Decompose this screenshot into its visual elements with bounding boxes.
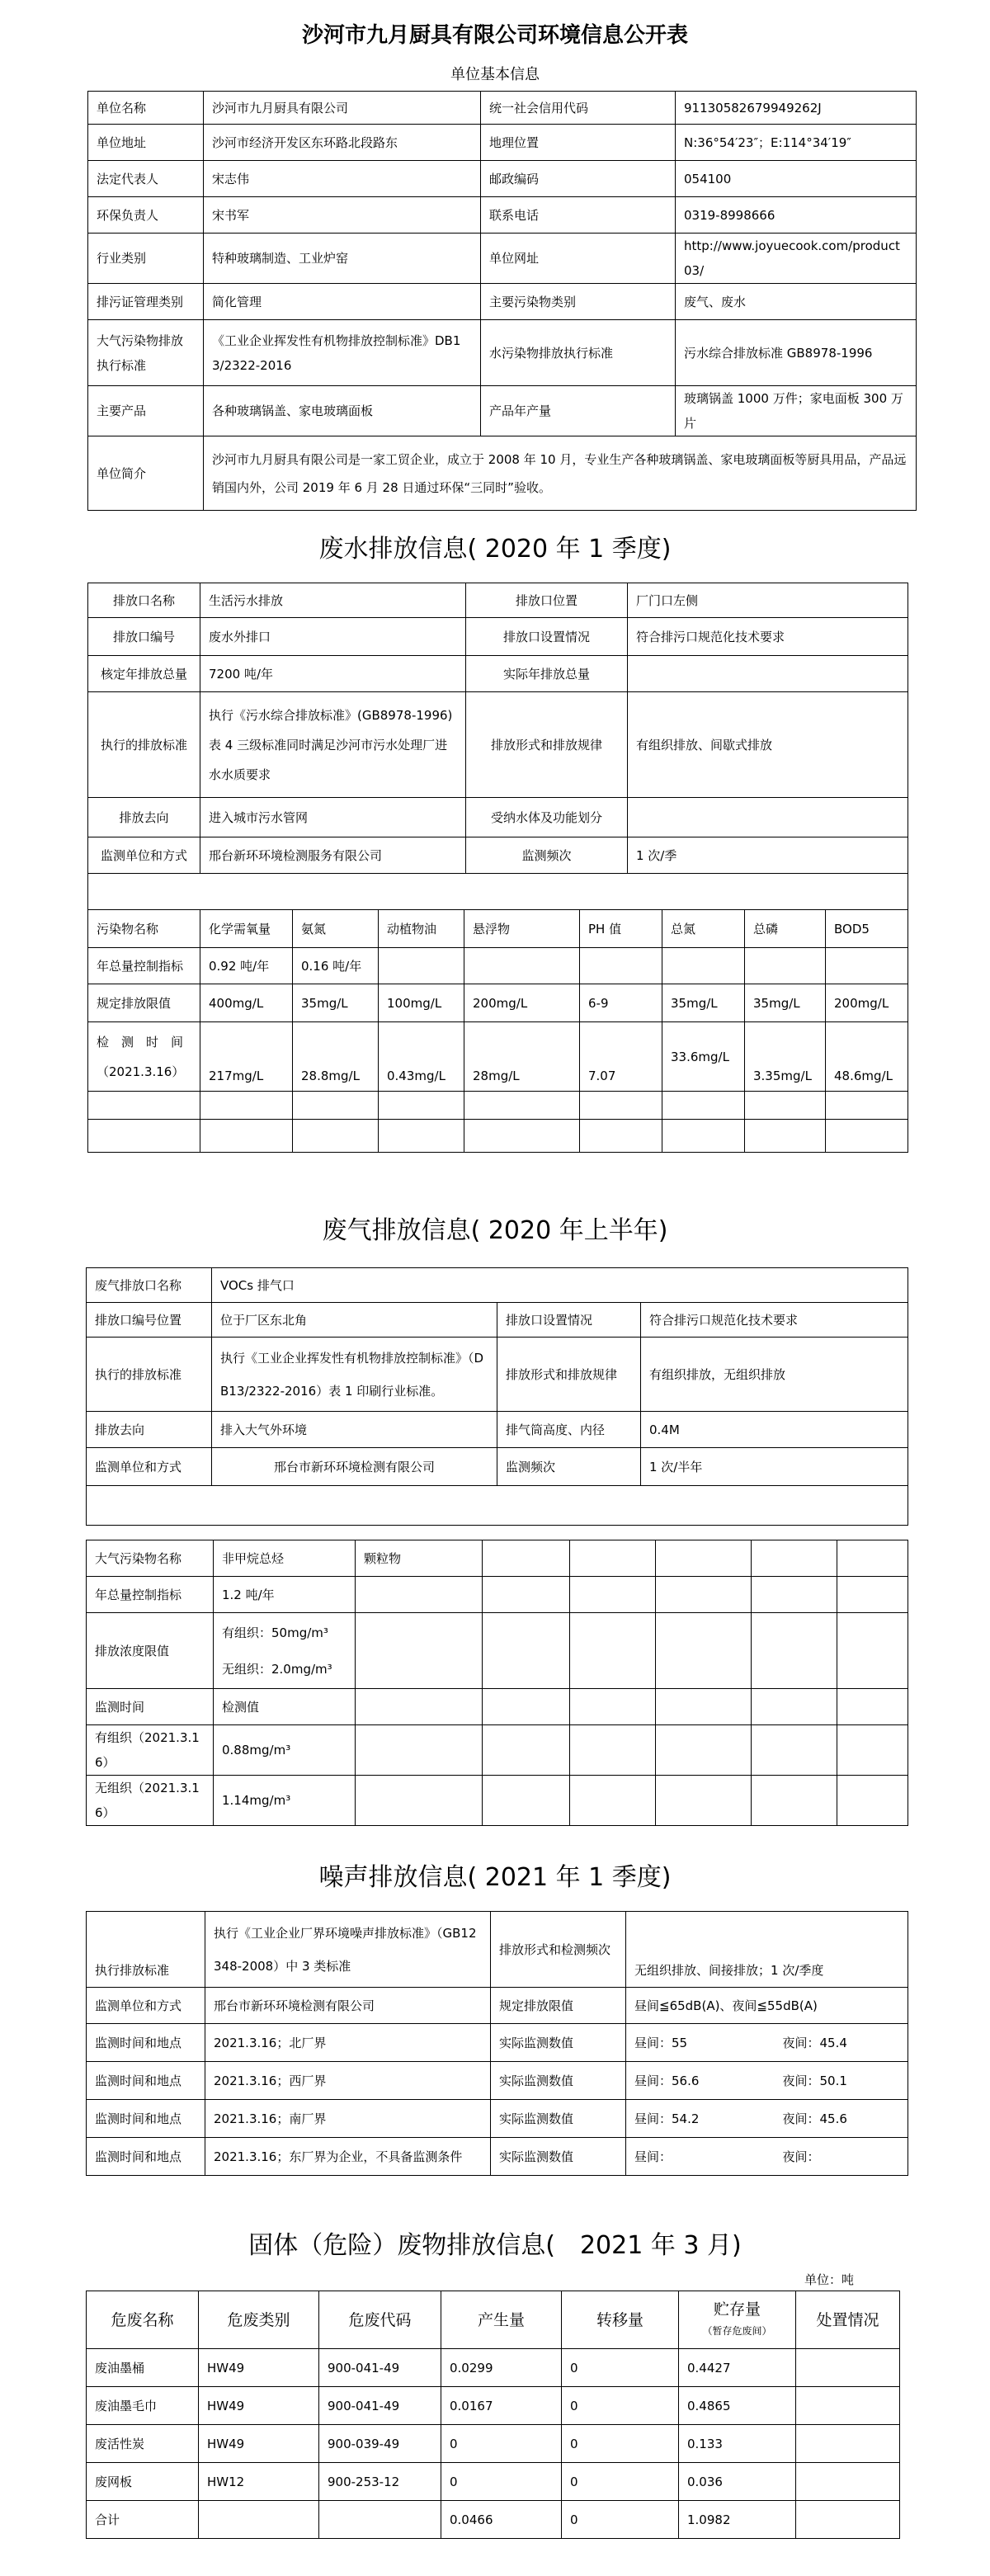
table-row <box>87 1540 908 1577</box>
table-cell: 合计 <box>87 2501 199 2539</box>
value-cell: 0319-8998666 <box>676 197 917 234</box>
limit-organized: 有组织：50mg/m³ <box>222 1625 328 1640</box>
table-row <box>87 2349 900 2387</box>
value-cell <box>464 948 580 984</box>
table-cell: 0 <box>562 2349 679 2387</box>
value-cell: 28mg/L <box>464 1022 580 1092</box>
pollutant-header: 污染物名称 <box>88 910 200 948</box>
column-header: 危废代码 <box>319 2291 441 2349</box>
table-cell <box>199 2501 319 2539</box>
value-cell: 35mg/L <box>662 984 745 1022</box>
table-row <box>88 161 917 197</box>
value-cell: 排入大气外环境 <box>212 1412 497 1448</box>
label-cell: 规定排放限值 <box>491 1988 626 2024</box>
label-cell: 地理位置 <box>481 125 676 161</box>
label-cell: 环保负责人 <box>88 197 204 234</box>
table-cell <box>796 2501 900 2539</box>
table-row <box>87 1338 908 1412</box>
label-cell: 监测时间和地点 <box>87 2062 205 2100</box>
table-row <box>87 2387 900 2425</box>
value-cell: 位于厂区东北角 <box>212 1303 497 1338</box>
table-cell: 0.4427 <box>679 2349 796 2387</box>
table-row <box>88 656 908 692</box>
label-cell: 监测时间和地点 <box>87 2024 205 2062</box>
value-cell: 污水综合排放标准 GB8978-1996 <box>676 320 917 386</box>
label-cell: 排污证管理类别 <box>88 284 204 320</box>
value-cell: 有组织排放、间歇式排放 <box>628 692 908 798</box>
solid-waste-body <box>87 2291 900 2539</box>
table-row <box>87 1776 908 1826</box>
table-cell <box>319 2501 441 2539</box>
value-cell: 2021.3.16；西厂界 <box>205 2062 491 2100</box>
table-row <box>87 2100 908 2138</box>
label-cell: 监测时间和地点 <box>87 2100 205 2138</box>
basic-info-body <box>88 92 917 511</box>
value-cell: 邢台新环环境检测服务有限公司 <box>200 837 466 874</box>
pollutant-header: 氨氮 <box>293 910 379 948</box>
table-row <box>88 837 908 874</box>
pollutant-cell: 颗粒物 <box>356 1540 483 1577</box>
table-cell: 0.0466 <box>441 2501 562 2539</box>
pollutant-header: PH 值 <box>580 910 662 948</box>
noise-table <box>86 1911 908 2176</box>
value-cell: 1.14mg/m³ <box>214 1776 356 1826</box>
value-cell: 废气、废水 <box>676 284 917 320</box>
table-cell: 0.4865 <box>679 2387 796 2425</box>
empty-cell <box>88 874 908 910</box>
pollutant-header: 悬浮物 <box>464 910 580 948</box>
table-row <box>88 984 908 1022</box>
value-cell <box>826 948 908 984</box>
value-cell: 宋书军 <box>204 197 481 234</box>
label-cell: 联系电话 <box>481 197 676 234</box>
label-cell: 行业类别 <box>88 234 204 284</box>
day-value: 昼间：54.2 <box>626 2100 775 2138</box>
label-cell: 排放口设置情况 <box>497 1303 641 1338</box>
table-row <box>87 1725 908 1776</box>
table-cell: 0 <box>562 2501 679 2539</box>
value-cell: 有组织排放，无组织排放 <box>641 1338 908 1412</box>
value-cell: 各种玻璃锅盖、家电玻璃面板 <box>204 386 481 436</box>
table-cell: 废油墨桶 <box>87 2349 199 2387</box>
value-cell: 054100 <box>676 161 917 197</box>
table-row <box>87 1448 908 1486</box>
table-cell: 0 <box>562 2387 679 2425</box>
value-cell: 执行《工业企业挥发性有机物排放控制标准》（DB13/2322-2016）表 1 印刷行业标准。 <box>212 1338 497 1412</box>
label-cell: 排放口位置 <box>466 583 628 618</box>
table-row <box>87 1912 908 1988</box>
value-cell: 48.6mg/L <box>826 1022 908 1092</box>
table-row <box>88 583 908 618</box>
value-cell: 废水外排口 <box>200 618 466 656</box>
value-cell: 邢台市新环环境检测有限公司 <box>212 1448 497 1486</box>
monitor-label: 检 测 时 间 <box>97 1034 184 1050</box>
value-cell: 2021.3.16；南厂界 <box>205 2100 491 2138</box>
table-row <box>87 1268 908 1303</box>
value-cell <box>628 798 908 837</box>
value-cell: 6-9 <box>580 984 662 1022</box>
empty-cell <box>87 1486 908 1526</box>
label-cell: 单位名称 <box>88 92 204 125</box>
gas-pollutant-table <box>86 1540 908 1826</box>
label-cell: 单位简介 <box>88 436 204 511</box>
label-cell: 年总量控制指标 <box>88 948 200 984</box>
table-cell: 0.036 <box>679 2463 796 2501</box>
label-cell: 水污染物排放执行标准 <box>481 320 676 386</box>
table-cell: 废网板 <box>87 2463 199 2501</box>
table-row <box>88 197 917 234</box>
table-header-row <box>87 2291 900 2349</box>
value-cell: 沙河市经济开发区东环路北段路东 <box>204 125 481 161</box>
label-cell: 排放口设置情况 <box>466 618 628 656</box>
water-pollutant-body <box>88 910 908 1153</box>
table-cell <box>796 2349 900 2387</box>
label-cell: 法定代表人 <box>88 161 204 197</box>
intro-cell: 沙河市九月厨具有限公司是一家工贸企业，成立于 2008 年 10 月，专业生产各种玻璃锅盖、家电玻璃面板等厨具用品，产品远销国内外，公司 2019 年 6 月 28 日通过环保“三同时”验收。 <box>204 436 917 511</box>
table-row <box>87 2062 908 2100</box>
solid-waste-table <box>86 2291 900 2539</box>
table-cell: 废活性炭 <box>87 2425 199 2463</box>
value-cell: 100mg/L <box>379 984 464 1022</box>
column-header: 产生量 <box>441 2291 562 2349</box>
table-row <box>88 234 917 284</box>
gas-pollutant-body <box>87 1540 908 1826</box>
value-cell: 1 次/季 <box>628 837 908 874</box>
table-cell: 0 <box>562 2463 679 2501</box>
table-cell: 900-253-12 <box>319 2463 441 2501</box>
table-cell: 0 <box>441 2463 562 2501</box>
table-cell <box>796 2387 900 2425</box>
water-pollutant-table <box>87 909 908 1153</box>
label-cell: 排放口名称 <box>88 583 200 618</box>
value-cell: 0.43mg/L <box>379 1022 464 1092</box>
night-value: 夜间： <box>775 2138 908 2176</box>
table-row <box>88 692 908 798</box>
water-info-body <box>88 583 908 910</box>
value-cell: 7.07 <box>580 1022 662 1092</box>
table-cell <box>796 2463 900 2501</box>
storage-note: （暂存危废间） <box>702 2324 772 2337</box>
table-cell: 0 <box>441 2425 562 2463</box>
label-cell: 实际年排放总量 <box>466 656 628 692</box>
table-row <box>88 92 917 125</box>
table-row <box>87 2425 900 2463</box>
value-cell: 1.2 吨/年 <box>214 1577 356 1613</box>
label-cell: 废气排放口名称 <box>87 1268 212 1303</box>
label-cell: 排放形式和排放规律 <box>466 692 628 798</box>
table-row <box>87 2501 900 2539</box>
label-cell: 核定年排放总量 <box>88 656 200 692</box>
label-cell: 监测单位和方式 <box>87 1988 205 2024</box>
label-cell: 监测单位和方式 <box>88 837 200 874</box>
solid-title: 固体（危险）废物排放信息( 2021 年 3 月) <box>248 2231 742 2260</box>
value-cell: 检测值 <box>214 1689 356 1725</box>
monitor-date: （2021.3.16） <box>97 1064 185 1079</box>
label-cell: 监测时间 <box>87 1689 214 1725</box>
table-row <box>88 125 917 161</box>
table-cell: HW49 <box>199 2387 319 2425</box>
value-cell <box>662 948 745 984</box>
value-cell <box>628 656 908 692</box>
value-cell: 3.35mg/L <box>745 1022 826 1092</box>
value-cell: N:36°54′23″；E:114°34′19″ <box>676 125 917 161</box>
solid-unit: 单位：吨 <box>804 2272 854 2287</box>
label-cell: 监测频次 <box>466 837 628 874</box>
label-cell: 排放去向 <box>87 1412 212 1448</box>
column-header: 处置情况 <box>796 2291 900 2349</box>
value-cell: 2021.3.16；北厂界 <box>205 2024 491 2062</box>
label-cell: 大气污染物排放执行标准 <box>88 320 204 386</box>
value-cell: 沙河市九月厨具有限公司 <box>204 92 481 125</box>
value-cell: VOCs 排气口 <box>212 1268 908 1303</box>
value-cell: 厂门口左侧 <box>628 583 908 618</box>
value-cell: 符合排污口规范化技术要求 <box>628 618 908 656</box>
value-cell: 《工业企业挥发性有机物排放控制标准》DB13/2322-2016 <box>204 320 481 386</box>
noise-title: 噪声排放信息( 2021 年 1 季度) <box>318 1863 672 1892</box>
table-cell: HW49 <box>199 2349 319 2387</box>
table-row <box>88 798 908 837</box>
label-cell: 排放口编号位置 <box>87 1303 212 1338</box>
table-row <box>87 1988 908 2024</box>
column-header: 危废名称 <box>87 2291 199 2349</box>
table-row <box>87 2138 908 2176</box>
value-cell: 33.6mg/L <box>662 1022 745 1092</box>
label-cell: 监测时间和地点 <box>87 2138 205 2176</box>
label-cell: 规定排放限值 <box>88 984 200 1022</box>
value-cell: 特种玻璃制造、工业炉窑 <box>204 234 481 284</box>
value-cell: 91130582679949262J <box>676 92 917 125</box>
table-row <box>87 1486 908 1526</box>
value-cell: 28.8mg/L <box>293 1022 379 1092</box>
label-cell: 实际监测数值 <box>491 2138 626 2176</box>
noise-body <box>87 1912 908 2176</box>
value-cell: 0.4M <box>641 1412 908 1448</box>
label-cell: 执行排放标准 <box>87 1912 205 1988</box>
table-row <box>87 1303 908 1338</box>
label-cell: 单位地址 <box>88 125 204 161</box>
label-cell: 排放口编号 <box>88 618 200 656</box>
label-cell: 无组织（2021.3.16） <box>87 1776 214 1826</box>
label-cell: 主要污染物类别 <box>481 284 676 320</box>
table-row <box>88 910 908 948</box>
gas-info-table <box>86 1267 908 1526</box>
value-cell: 400mg/L <box>200 984 293 1022</box>
label-cell: 实际监测数值 <box>491 2062 626 2100</box>
value-cell: 35mg/L <box>745 984 826 1022</box>
value-cell: 200mg/L <box>826 984 908 1022</box>
label-cell: 主要产品 <box>88 386 204 436</box>
value-cell: 玻璃锅盖 1000 万件；家电面板 300 万片 <box>676 386 917 436</box>
table-cell: HW12 <box>199 2463 319 2501</box>
value-cell: 宋志伟 <box>204 161 481 197</box>
table-row <box>88 1120 908 1153</box>
table-cell: 0.0167 <box>441 2387 562 2425</box>
pollutant-header: BOD5 <box>826 910 908 948</box>
value-cell: 1 次/半年 <box>641 1448 908 1486</box>
day-value: 昼间：55 <box>626 2024 775 2062</box>
table-row <box>88 1092 908 1120</box>
table-cell: 0 <box>562 2425 679 2463</box>
label-cell: 监测频次 <box>497 1448 641 1486</box>
gas-title: 废气排放信息( 2020 年上半年) <box>322 1216 668 1245</box>
table-cell <box>796 2425 900 2463</box>
table-cell: 900-039-49 <box>319 2425 441 2463</box>
value-cell: 生活污水排放 <box>200 583 466 618</box>
table-row <box>88 320 917 386</box>
label-cell: 单位网址 <box>481 234 676 284</box>
label-cell: 有组织（2021.3.16） <box>87 1725 214 1776</box>
value-cell: 执行《工业企业厂界环境噪声排放标准》（GB12348-2008）中 3 类标准 <box>205 1912 491 1988</box>
pollutant-header: 总氮 <box>662 910 745 948</box>
water-title: 废水排放信息( 2020 年 1 季度) <box>318 535 672 564</box>
value-cell: 7200 吨/年 <box>200 656 466 692</box>
page-title: 沙河市九月厨具有限公司环境信息公开表 <box>301 23 688 48</box>
table-cell: 0.133 <box>679 2425 796 2463</box>
value-cell: 0.88mg/m³ <box>214 1725 356 1776</box>
label-cell: 实际监测数值 <box>491 2100 626 2138</box>
table-cell: 900-041-49 <box>319 2349 441 2387</box>
column-header: 转移量 <box>562 2291 679 2349</box>
label-cell: 执行的排放标准 <box>87 1338 212 1412</box>
day-value: 昼间： <box>626 2138 775 2176</box>
table-row <box>87 2024 908 2062</box>
value-cell: 进入城市污水管网 <box>200 798 466 837</box>
night-value: 夜间：50.1 <box>775 2062 908 2100</box>
table-row <box>87 1689 908 1725</box>
label-cell: 统一社会信用代码 <box>481 92 676 125</box>
value-cell <box>745 948 826 984</box>
table-row <box>88 618 908 656</box>
day-value: 昼间：56.6 <box>626 2062 775 2100</box>
value-cell: 简化管理 <box>204 284 481 320</box>
storage-header-cell <box>679 2291 796 2349</box>
label-cell: 大气污染物名称 <box>87 1540 214 1577</box>
table-row <box>87 1577 908 1613</box>
pollutant-header: 总磷 <box>745 910 826 948</box>
basic-subtitle: 单位基本信息 <box>450 66 540 83</box>
column-header: 贮存量 <box>713 2300 761 2319</box>
pollutant-header: 动植物油 <box>379 910 464 948</box>
label-cell: 排气筒高度、内径 <box>497 1412 641 1448</box>
value-cell: 昼间≦65dB(A)、夜间≦55dB(A) <box>626 1988 908 2024</box>
value-cell: 执行《污水综合排放标准》(GB8978-1996)表 4 三级标准同时满足沙河市污水处理厂进水水质要求 <box>200 692 466 798</box>
value-cell <box>580 948 662 984</box>
table-row <box>88 436 917 511</box>
label-cell: 监测单位和方式 <box>87 1448 212 1486</box>
night-value: 夜间：45.4 <box>775 2024 908 2062</box>
table-row <box>87 1412 908 1448</box>
label-cell: 排放形式和排放规律 <box>497 1338 641 1412</box>
table-cell: 0.0299 <box>441 2349 562 2387</box>
label-cell: 邮政编码 <box>481 161 676 197</box>
table-row <box>88 1022 908 1092</box>
pollutant-cell: 非甲烷总烃 <box>214 1540 356 1577</box>
table-cell: 1.0982 <box>679 2501 796 2539</box>
table-row <box>87 2463 900 2501</box>
column-header: 危废类别 <box>199 2291 319 2349</box>
table-row <box>87 1613 908 1689</box>
value-cell: 35mg/L <box>293 984 379 1022</box>
label-cell: 执行的排放标准 <box>88 692 200 798</box>
night-value: 夜间：45.6 <box>775 2100 908 2138</box>
table-row <box>88 386 917 436</box>
table-row <box>88 874 908 910</box>
value-cell: 217mg/L <box>200 1022 293 1092</box>
label-cell: 实际监测数值 <box>491 2024 626 2062</box>
pollutant-header: 化学需氧量 <box>200 910 293 948</box>
website-cell: http://www.joyuecook.com/product03/ <box>676 234 917 284</box>
limit-cell <box>214 1613 356 1689</box>
water-info-table <box>87 583 908 910</box>
gas-info-body <box>87 1268 908 1526</box>
table-cell: 900-041-49 <box>319 2387 441 2425</box>
basic-info-table <box>87 91 917 511</box>
table-row <box>88 948 908 984</box>
table-cell: HW49 <box>199 2425 319 2463</box>
table-row <box>88 284 917 320</box>
value-cell: 无组织排放、间接排放；1 次/季度 <box>626 1912 908 1988</box>
label-cell: 受纳水体及功能划分 <box>466 798 628 837</box>
value-cell: 0.16 吨/年 <box>293 948 379 984</box>
label-cell: 排放形式和检测频次 <box>491 1912 626 1988</box>
monitor-label-cell <box>88 1022 200 1092</box>
label-cell: 排放浓度限值 <box>87 1613 214 1689</box>
value-cell: 200mg/L <box>464 984 580 1022</box>
label-cell: 产品年产量 <box>481 386 676 436</box>
label-cell: 年总量控制指标 <box>87 1577 214 1613</box>
table-cell: 废油墨毛巾 <box>87 2387 199 2425</box>
value-cell <box>379 948 464 984</box>
label-cell: 排放去向 <box>88 798 200 837</box>
value-cell: 2021.3.16；东厂界为企业，不具备监测条件 <box>205 2138 491 2176</box>
value-cell: 0.92 吨/年 <box>200 948 293 984</box>
limit-unorganized: 无组织：2.0mg/m³ <box>222 1661 332 1677</box>
value-cell: 符合排污口规范化技术要求 <box>641 1303 908 1338</box>
value-cell: 邢台市新环环境检测有限公司 <box>205 1988 491 2024</box>
